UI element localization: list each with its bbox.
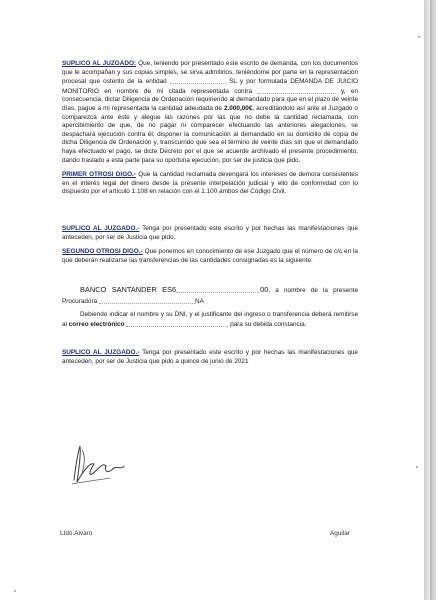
paragraph-suplico-second [62, 225, 358, 242]
redacted-procuradora-name [99, 297, 195, 304]
bank-name: BANCO SANTANDER [80, 285, 157, 295]
paragraph-bank-account [62, 285, 358, 307]
paragraph-text: Que ponemos en conocimiento de ese Juzgado que el número de c/c en la que deberán realizarse las transferencias de las cantidades consignadas es la siguiente: [62, 248, 358, 264]
account-suffix: 00 [260, 285, 269, 295]
document-body [62, 60, 358, 373]
paragraph-text: Tenga por presentado este escrito y por hechas las manifestaciones que anteceden, por ser de Justicia que pido a quince de junio de 2021 [62, 349, 358, 366]
redacted-email-address [126, 320, 228, 327]
paragraph-heading: SEGUNDO OTROSI DIGO.- [62, 248, 143, 256]
scan-artifact [416, 466, 418, 468]
paragraph-primer-otrosi [62, 171, 358, 197]
email-label: correo electrónico [68, 320, 125, 328]
account-prefix: ES6 [156, 285, 177, 295]
redacted-account-number [176, 286, 260, 293]
spacer [62, 271, 358, 285]
paragraph-text: y, en consecuencia, dictar Diligencia de Ordenación requiriendo al demandado para que en el plazo de veinte días, pague a mi representada la cantidad adeudada de [62, 87, 358, 112]
paragraph-heading: SUPLICO AL JUZGADO: [62, 60, 137, 67]
page-edge [424, 0, 430, 600]
redacted-entity-name [170, 77, 226, 84]
footer-lawyer-surname: Aguilar [330, 530, 350, 537]
paragraph-heading: SUPLICO AL JUZGADO.- [62, 349, 140, 357]
paragraph-text: Debiendo indicar el nombre y su DNI, y el justificante del ingreso o transferencia deberá remitirse al [62, 311, 358, 328]
redacted-defendant-name [258, 87, 336, 94]
spacer [62, 203, 358, 225]
paragraph-text: Que, teniendo por presentado este escrito de demanda, con los documentos que le acompañan y sus copias simples, se sirva admitirlos, teniéndome por parte en la representación procesal que ostento de la entidad [62, 60, 358, 86]
paragraph-heading: SUPLICO AL JUZGADO.- [62, 224, 140, 232]
paragraph-text: SL y por formulada DEMANDA DE JUICIO MONITORIO en nombre de mi citada representada contra [62, 78, 359, 95]
paragraph-heading: PRIMER OTROSI DIGO.- [62, 171, 137, 179]
paragraph-suplico-main [62, 60, 358, 165]
paragraph-suplico-final [62, 349, 358, 366]
scan-artifact [418, 36, 420, 38]
paragraph-text: , a nombre de la presente Procuradora [62, 287, 358, 306]
spacer [62, 335, 358, 349]
scan-artifact [14, 590, 16, 592]
claim-amount: 2.000,00€ [223, 104, 253, 112]
paragraph-text: Que la cantidad reclamada devengará los intereses de demora consistentes en el interés legal del dinero desde la presente interpelación judicial y ello de conformidad con lo dispuesto por el artículo 1.108 en relación con el 1.100 ambos del Código Civil. [62, 171, 358, 196]
paragraph-payment-instructions [62, 311, 358, 329]
handwritten-signature [64, 440, 134, 490]
paragraph-text: NA [194, 298, 204, 306]
paragraph-text: Tenga por presentado este escrito y por hechas las manifestaciones que anteceden, por ser de Justicia que pido. [62, 224, 358, 241]
paragraph-text: , acreditándolo así ante el Juzgado o comparezca ante éste y alegue las razones por las que no debe la cantidad reclamada, con apercibimiento de que, de no pagar ni comparecer efectuando las anteriores alegaciones, se despachará ejecución contra él; disponer la comunicación al demandado en su domicilio de copia de dicha Diligencia de Ordenación y, transcurrido que sea el término de veinte días sin que el demandado haya efectuado el pago, se dicte Decreto por el que se acuerde archivado el presente procedimiento, dando traslado a esta parte para su oportuna ejecución, por ser de justicia que pido. [62, 104, 358, 164]
footer-lawyer-label: Ltdo.Alvaro [60, 530, 93, 537]
paragraph-text: para su debida constancia. [228, 320, 307, 328]
paragraph-segundo-otrosi [62, 248, 358, 265]
